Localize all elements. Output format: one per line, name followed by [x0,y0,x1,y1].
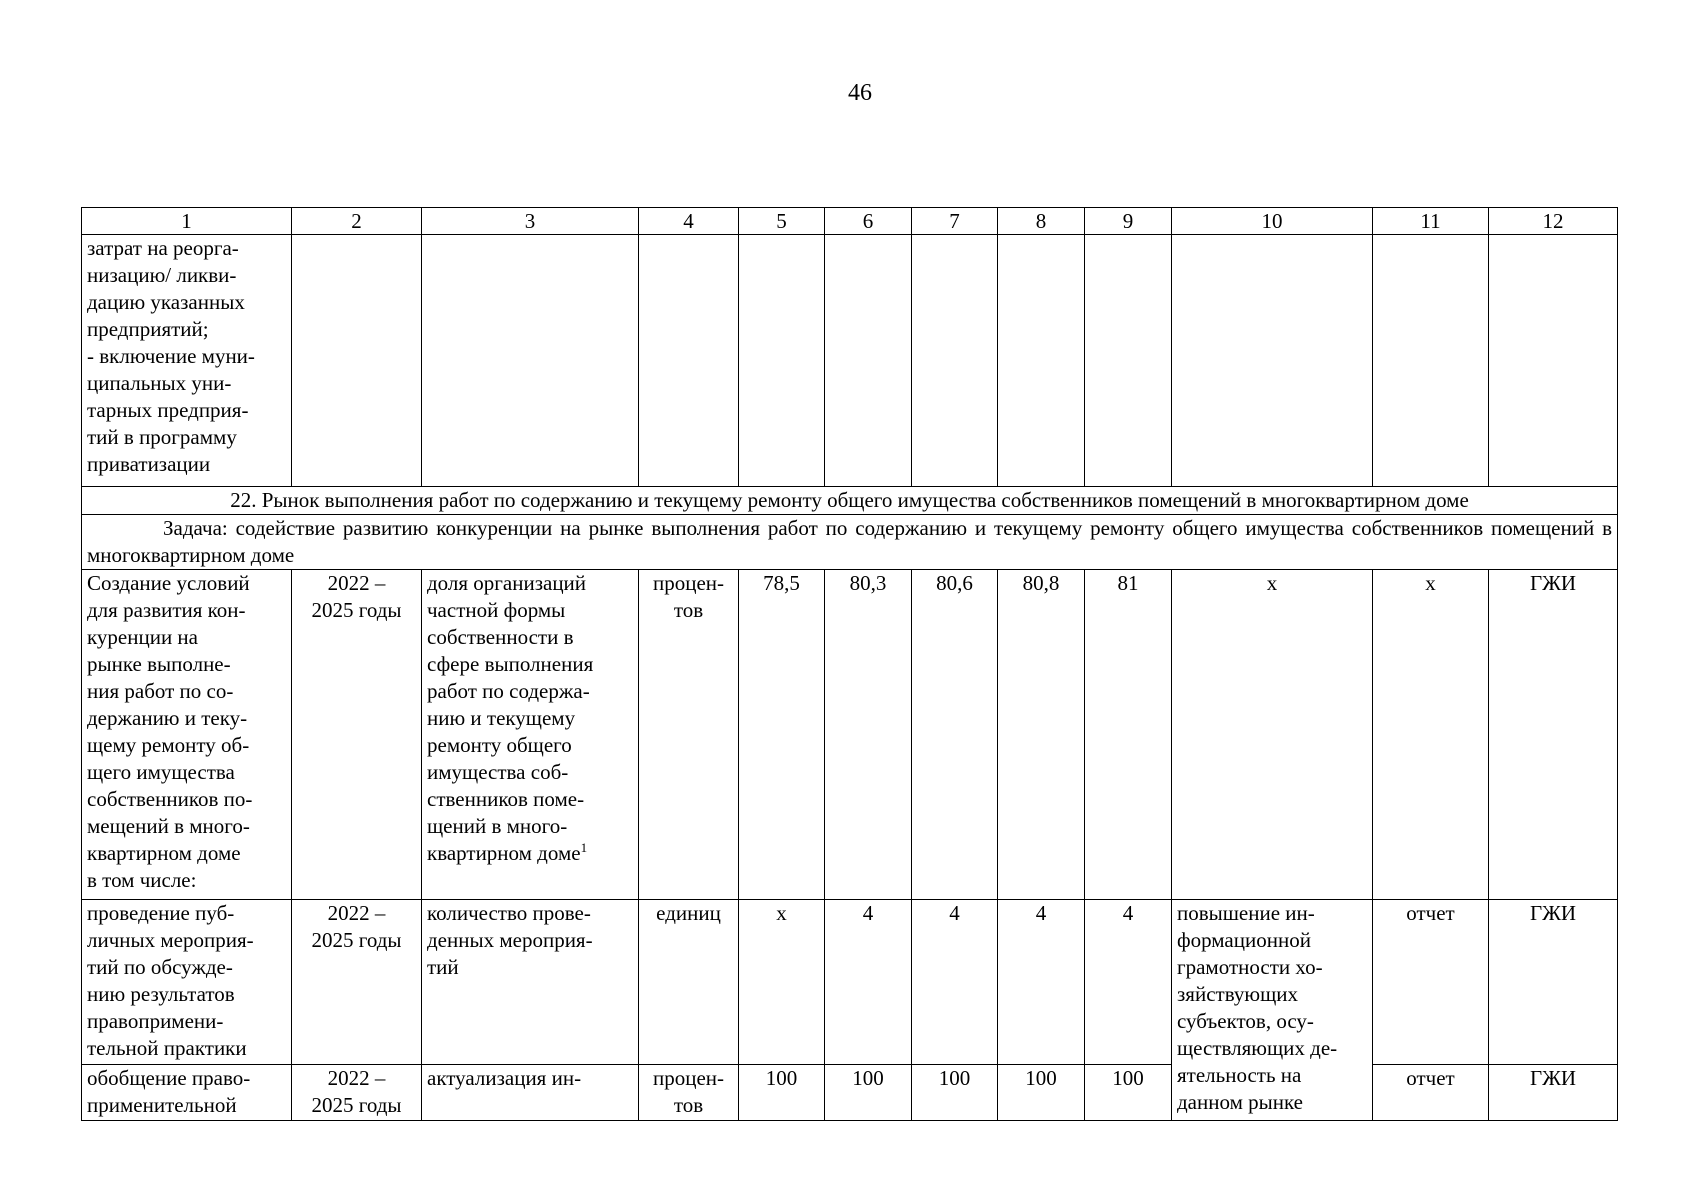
column-number-row [82,208,1618,235]
unit-cell: процен- тов [639,1065,739,1121]
report-cell: х [1373,570,1489,900]
value-cell: 4 [998,900,1085,1065]
value-cell: 78,5 [739,570,825,900]
column-number: 8 [998,208,1085,235]
column-number: 1 [82,208,292,235]
value-cell: 80,3 [825,570,912,900]
column-number: 2 [292,208,422,235]
value-cell: 100 [739,1065,825,1121]
column-number: 10 [1172,208,1373,235]
responsible-cell: ГЖИ [1489,570,1618,900]
unit-cell: процен- тов [639,570,739,900]
table-row [82,1065,1618,1121]
indicator-cell [422,570,639,900]
unit-cell: единиц [639,900,739,1065]
measure-cell: Создание условий для развития кон- куренции на рынке выполне- ния работ по со- держанию и теку- щему ремонту об- щего имущества собственников по- мещений в много- квартирном доме в том числе: [82,570,292,900]
empty-cell [1489,235,1618,487]
value-cell: 100 [998,1065,1085,1121]
report-cell: отчет [1373,1065,1489,1121]
column-number: 9 [1085,208,1172,235]
page-number: 46 [848,80,872,106]
column-number: 4 [639,208,739,235]
empty-cell [1373,235,1489,487]
value-cell: 100 [1085,1065,1172,1121]
period-cell: 2022 – 2025 годы [292,900,422,1065]
task-text: Задача: содействие развитию конкуренции на рынке выполнения работ по содержанию и текущему ремонту общего имущества собственников помещений в многоквартирном доме [82,515,1618,570]
value-cell: 100 [912,1065,998,1121]
report-cell: отчет [1373,900,1489,1065]
table-row-continued [82,235,1618,487]
empty-cell [639,235,739,487]
column-number: 6 [825,208,912,235]
column-number: 3 [422,208,639,235]
value-cell: х [739,900,825,1065]
empty-cell [422,235,639,487]
column-number: 11 [1373,208,1489,235]
value-cell: 4 [825,900,912,1065]
footnote-mark: 1 [580,840,588,855]
value-cell: 4 [1085,900,1172,1065]
table-row [82,570,1618,900]
column-number: 5 [739,208,825,235]
result-cell: х [1172,570,1373,900]
empty-cell [912,235,998,487]
period-cell: 2022 – 2025 годы [292,570,422,900]
measure-cell: обобщение право- применительной [82,1065,292,1121]
responsible-cell: ГЖИ [1489,900,1618,1065]
empty-cell [292,235,422,487]
measure-cell: затрат на реорга- низацию/ ликви- дацию указанных предприятий; - включение муни- ципальных уни- тарных предприя- тий в программу приватизации [82,235,292,487]
measure-cell: проведение пуб- личных мероприя- тий по обсужде- нию результатов правопримени- тельной практики [82,900,292,1065]
result-cell: повышение ин- формационной грамотности хо- зяйствующих субъектов, осу- ществляющих де- ятельность на данном рынке [1172,900,1373,1121]
value-cell: 4 [912,900,998,1065]
column-number: 7 [912,208,998,235]
empty-cell [1085,235,1172,487]
indicator-text: доля организаций частной формы собственности в сфере выполнения работ по содержа- нию и текущему ремонту общего имущества соб- ственников поме- щений в много- квартирном доме [427,571,594,865]
table-row [82,900,1618,1065]
empty-cell [998,235,1085,487]
value-cell: 80,6 [912,570,998,900]
task-row [82,515,1618,570]
section-heading: 22. Рынок выполнения работ по содержанию и текущему ремонту общего имущества собственников помещений в многоквартирном доме [82,487,1618,515]
indicators-table [81,207,1618,1121]
empty-cell [825,235,912,487]
indicator-cell: актуализация ин- [422,1065,639,1121]
responsible-cell: ГЖИ [1489,1065,1618,1121]
value-cell: 100 [825,1065,912,1121]
empty-cell [739,235,825,487]
column-number: 12 [1489,208,1618,235]
section-heading-row [82,487,1618,515]
indicator-cell: количество прове- денных мероприя- тий [422,900,639,1065]
value-cell: 81 [1085,570,1172,900]
empty-cell [1172,235,1373,487]
period-cell: 2022 – 2025 годы [292,1065,422,1121]
value-cell: 80,8 [998,570,1085,900]
